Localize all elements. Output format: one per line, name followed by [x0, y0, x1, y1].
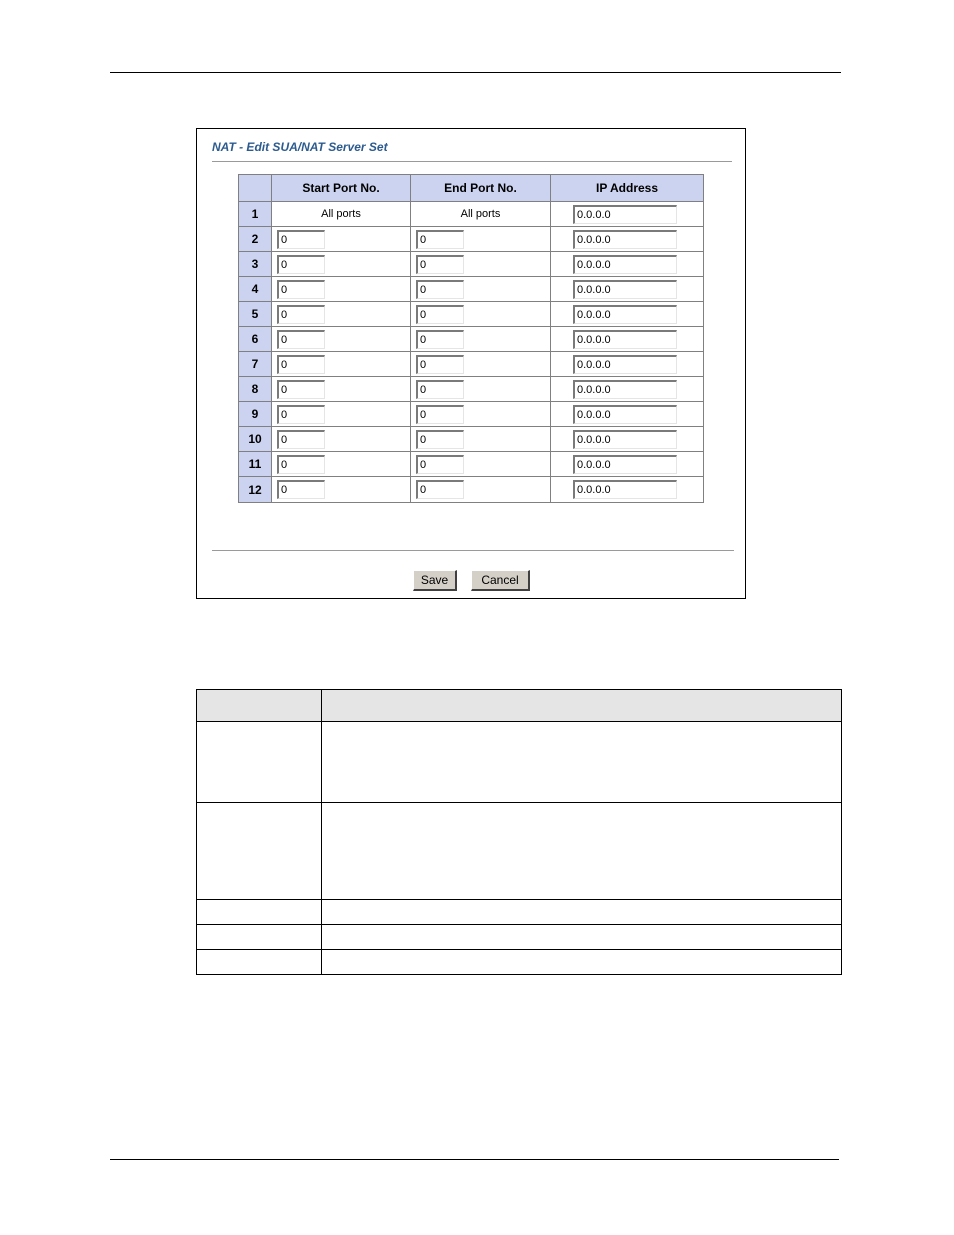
table-row: [239, 327, 703, 352]
label-column-header: [197, 690, 322, 722]
row-index: 4: [239, 277, 272, 302]
end-port-input[interactable]: [416, 405, 464, 424]
end-port-cell: [411, 227, 551, 252]
bottom-rule: [110, 1159, 839, 1160]
description-header-row: [197, 690, 842, 722]
table-row: [239, 377, 703, 402]
ip-address-input[interactable]: [573, 230, 677, 249]
save-button[interactable]: Save: [413, 570, 457, 591]
end-port-input[interactable]: [416, 255, 464, 274]
end-port-input[interactable]: [416, 230, 464, 249]
end-port-input[interactable]: [416, 280, 464, 299]
row-index: 11: [239, 452, 272, 477]
table-row: [239, 452, 703, 477]
title-separator: [212, 161, 732, 163]
start-port-cell: [272, 452, 411, 477]
end-port-cell: [411, 302, 551, 327]
ip-cell: [551, 252, 703, 277]
table-row: [239, 202, 703, 227]
ip-cell: [551, 452, 703, 477]
row-index: 1: [239, 202, 272, 227]
end-port-input[interactable]: [416, 380, 464, 399]
ip-cell: [551, 202, 703, 227]
top-rule: [110, 72, 841, 73]
end-port-cell: [411, 477, 551, 502]
ip-cell: [551, 227, 703, 252]
table-row: [239, 252, 703, 277]
start-port-input[interactable]: [277, 280, 325, 299]
table-row: [239, 427, 703, 452]
end-port-input[interactable]: [416, 430, 464, 449]
start-port-cell: [272, 352, 411, 377]
start-port-input[interactable]: [277, 405, 325, 424]
end-port-cell: [411, 377, 551, 402]
ip-address-input[interactable]: [573, 405, 677, 424]
end-port-column-header: End Port No.: [411, 175, 551, 202]
row-index: 2: [239, 227, 272, 252]
table-header-row: [239, 175, 703, 202]
panel-title: NAT - Edit SUA/NAT Server Set: [212, 140, 388, 154]
ip-cell: [551, 402, 703, 427]
table-row: [239, 227, 703, 252]
end-port-all-ports: All ports: [411, 202, 551, 227]
ip-address-input[interactable]: [573, 280, 677, 299]
start-port-cell: [272, 302, 411, 327]
row-index: 10: [239, 427, 272, 452]
start-port-input[interactable]: [277, 255, 325, 274]
start-port-cell: [272, 252, 411, 277]
cancel-button[interactable]: Cancel: [471, 570, 530, 591]
end-port-input[interactable]: [416, 355, 464, 374]
ip-address-input[interactable]: [573, 455, 677, 474]
end-port-input[interactable]: [416, 480, 464, 499]
description-column-header: [322, 690, 842, 722]
ip-address-input[interactable]: [573, 380, 677, 399]
description-row: [197, 900, 842, 925]
start-port-input[interactable]: [277, 355, 325, 374]
start-port-input[interactable]: [277, 480, 325, 499]
end-port-input[interactable]: [416, 330, 464, 349]
table-row: [239, 477, 703, 502]
end-port-cell: [411, 402, 551, 427]
start-port-cell: [272, 427, 411, 452]
ip-address-input[interactable]: [573, 305, 677, 324]
description-row: [197, 950, 842, 975]
ip-address-column-header: IP Address: [551, 175, 703, 202]
table-row: [239, 402, 703, 427]
description-row: [197, 722, 842, 803]
start-port-cell: [272, 402, 411, 427]
end-port-input[interactable]: [416, 455, 464, 474]
ip-address-input[interactable]: [573, 205, 677, 224]
row-index: 6: [239, 327, 272, 352]
ip-cell: [551, 352, 703, 377]
start-port-input[interactable]: [277, 430, 325, 449]
row-index: 12: [239, 477, 272, 502]
start-port-cell: [272, 277, 411, 302]
end-port-input[interactable]: [416, 305, 464, 324]
description-table: [196, 689, 842, 975]
end-port-cell: [411, 352, 551, 377]
description-row: [197, 925, 842, 950]
nat-edit-panel: [196, 128, 746, 599]
start-port-cell: [272, 477, 411, 502]
start-port-input[interactable]: [277, 455, 325, 474]
end-port-cell: [411, 327, 551, 352]
ip-cell: [551, 277, 703, 302]
start-port-all-ports: All ports: [272, 202, 411, 227]
row-index: 3: [239, 252, 272, 277]
table-row: [239, 302, 703, 327]
start-port-cell: [272, 227, 411, 252]
end-port-cell: [411, 452, 551, 477]
ip-cell: [551, 377, 703, 402]
start-port-input[interactable]: [277, 330, 325, 349]
row-index: 5: [239, 302, 272, 327]
start-port-input[interactable]: [277, 380, 325, 399]
server-set-table: [238, 174, 704, 503]
start-port-input[interactable]: [277, 230, 325, 249]
row-index: 9: [239, 402, 272, 427]
ip-address-input[interactable]: [573, 480, 677, 499]
table-row: [239, 277, 703, 302]
ip-cell: [551, 477, 703, 502]
end-port-cell: [411, 252, 551, 277]
start-port-input[interactable]: [277, 305, 325, 324]
start-port-cell: [272, 327, 411, 352]
ip-address-input[interactable]: [573, 255, 677, 274]
row-index: 8: [239, 377, 272, 402]
ip-cell: [551, 302, 703, 327]
ip-address-input[interactable]: [573, 330, 677, 349]
end-port-cell: [411, 277, 551, 302]
description-row: [197, 803, 842, 900]
ip-cell: [551, 327, 703, 352]
ip-cell: [551, 427, 703, 452]
row-index: 7: [239, 352, 272, 377]
start-port-cell: [272, 377, 411, 402]
start-port-column-header: Start Port No.: [272, 175, 411, 202]
ip-address-input[interactable]: [573, 430, 677, 449]
bottom-separator: [212, 550, 734, 552]
end-port-cell: [411, 427, 551, 452]
table-row: [239, 352, 703, 377]
index-column-header: [239, 175, 272, 202]
ip-address-input[interactable]: [573, 355, 677, 374]
